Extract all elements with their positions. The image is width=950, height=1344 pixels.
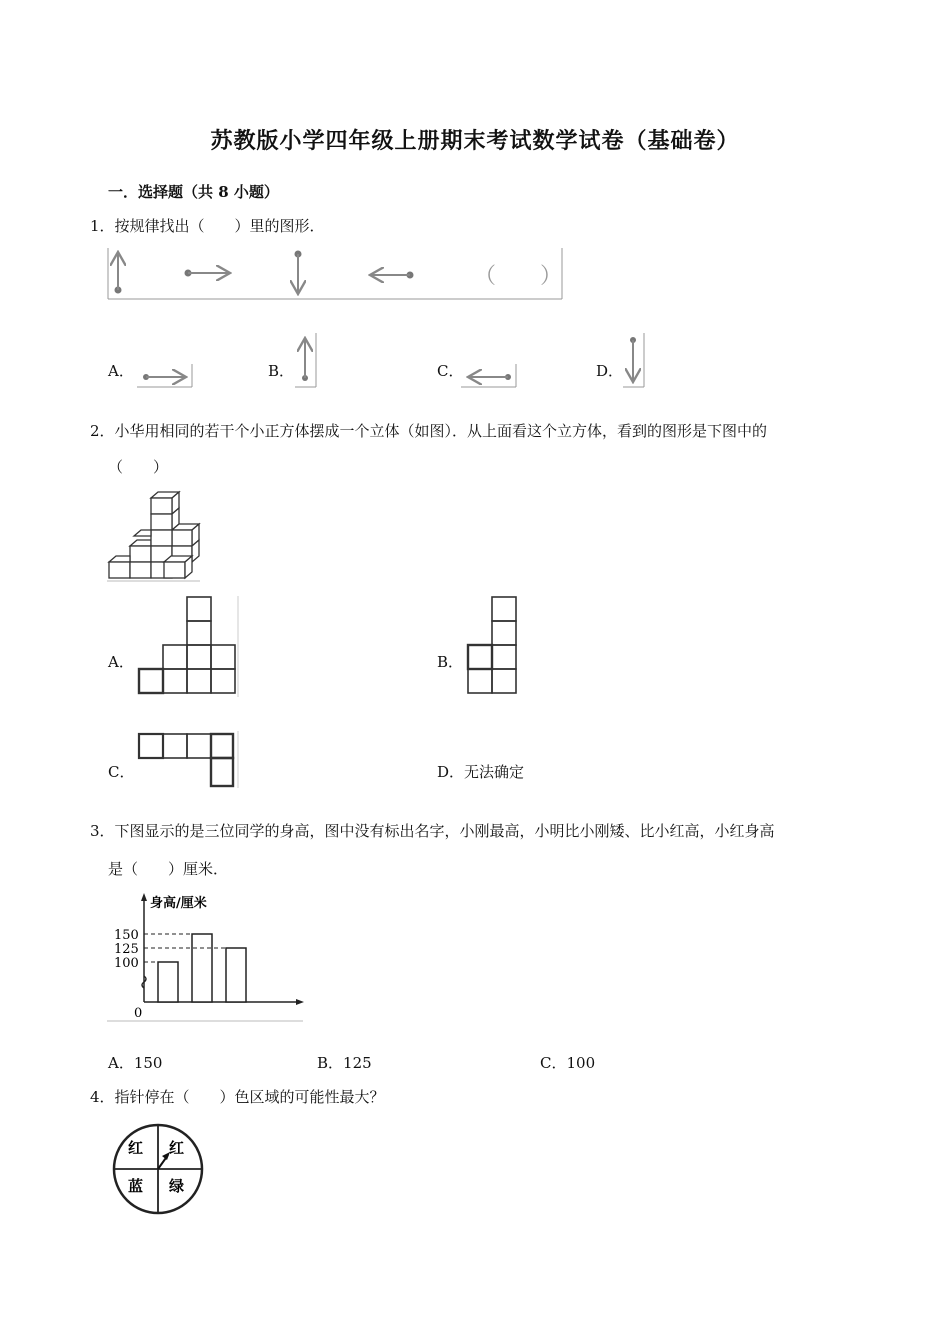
q3-option-c[interactable]: C．100: [540, 1054, 596, 1072]
chart-y-axis-label: 身高/厘米: [150, 896, 207, 911]
arrow-left-icon: [470, 374, 511, 380]
q3-height-bar-chart: [106, 890, 306, 1024]
section-heading: 一．选择题（共 8 小题）: [108, 183, 279, 201]
q2-cube-stack-figure: [106, 488, 202, 584]
q3-option-b[interactable]: B．125: [317, 1054, 372, 1072]
spinner-region-bottom-left: 蓝: [128, 1177, 144, 1195]
question-3-stem-line2: 是（ ）厘米．: [108, 860, 229, 878]
question-2-stem-line1: 2．小华用相同的若干个小正方体摆成一个立体（如图）．从上面看这个立方体，看到的图形是下图中的: [90, 422, 768, 440]
q1-sequence-blank: （ ）: [474, 264, 563, 289]
chart-x-axis-arrow-icon: [296, 999, 304, 1005]
spinner-region-top-right: 红: [169, 1139, 185, 1157]
q2-option-c-figure[interactable]: [135, 730, 241, 790]
chart-bar: [158, 962, 178, 1002]
q1-option-d-label[interactable]: D．: [596, 362, 624, 380]
arrow-up-icon: [302, 340, 308, 381]
spinner-region-bottom-right: 绿: [169, 1177, 185, 1195]
q1-option-b-label[interactable]: B．: [268, 362, 295, 380]
question-2-stem-line2: （ ）: [108, 458, 169, 476]
chart-bar: [226, 948, 246, 1002]
arrow-right-icon: [143, 374, 184, 380]
chart-y-tick-label: 0: [134, 1006, 143, 1021]
q2-option-b-label[interactable]: B．: [437, 653, 464, 671]
q2-option-a-label[interactable]: A．: [108, 653, 134, 671]
arrow-down-icon: [630, 337, 636, 380]
q3-option-a[interactable]: A．150: [108, 1054, 163, 1072]
chart-y-tick-label: 150: [114, 928, 139, 943]
q2-option-a-figure[interactable]: [135, 595, 241, 699]
question-4-stem: 4．指针停在（ ）色区域的可能性最大？: [90, 1088, 385, 1106]
question-1-stem: 1．按规律找出（ ）里的图形．: [90, 217, 325, 235]
page-title: 苏教版小学四年级上册期末考试数学试卷（基础卷）: [210, 128, 740, 154]
q1-option-c-label[interactable]: C．: [437, 362, 464, 380]
chart-y-axis-arrow-icon: [141, 893, 147, 901]
q1-option-d-figure[interactable]: [622, 332, 646, 388]
q1-option-a-label[interactable]: A．: [108, 362, 134, 380]
chart-bar: [192, 934, 212, 1002]
arrow-left-icon: [372, 272, 414, 279]
chart-y-tick-label: 100: [114, 956, 139, 971]
arrow-right-icon: [185, 270, 229, 277]
q1-option-b-figure[interactable]: [294, 332, 318, 388]
q2-option-c-label[interactable]: C．: [108, 763, 135, 781]
q1-sequence-figure: [106, 244, 564, 302]
q1-option-a-figure[interactable]: [136, 362, 194, 388]
arrow-down-icon: [295, 251, 302, 293]
spinner-region-top-left: 红: [128, 1139, 144, 1157]
q2-option-d-label[interactable]: D．无法确定: [437, 763, 525, 781]
q1-option-c-figure[interactable]: [460, 362, 518, 388]
question-3-stem-line1: 3．下图显示的是三位同学的身高，图中没有标出名字，小刚最高，小明比小刚矮、比小红高，小红身高: [90, 822, 775, 840]
chart-y-tick-label: 125: [114, 942, 139, 957]
arrow-up-icon: [115, 254, 122, 294]
q4-spinner-figure: [106, 1122, 210, 1216]
q2-option-b-figure[interactable]: [464, 595, 520, 699]
